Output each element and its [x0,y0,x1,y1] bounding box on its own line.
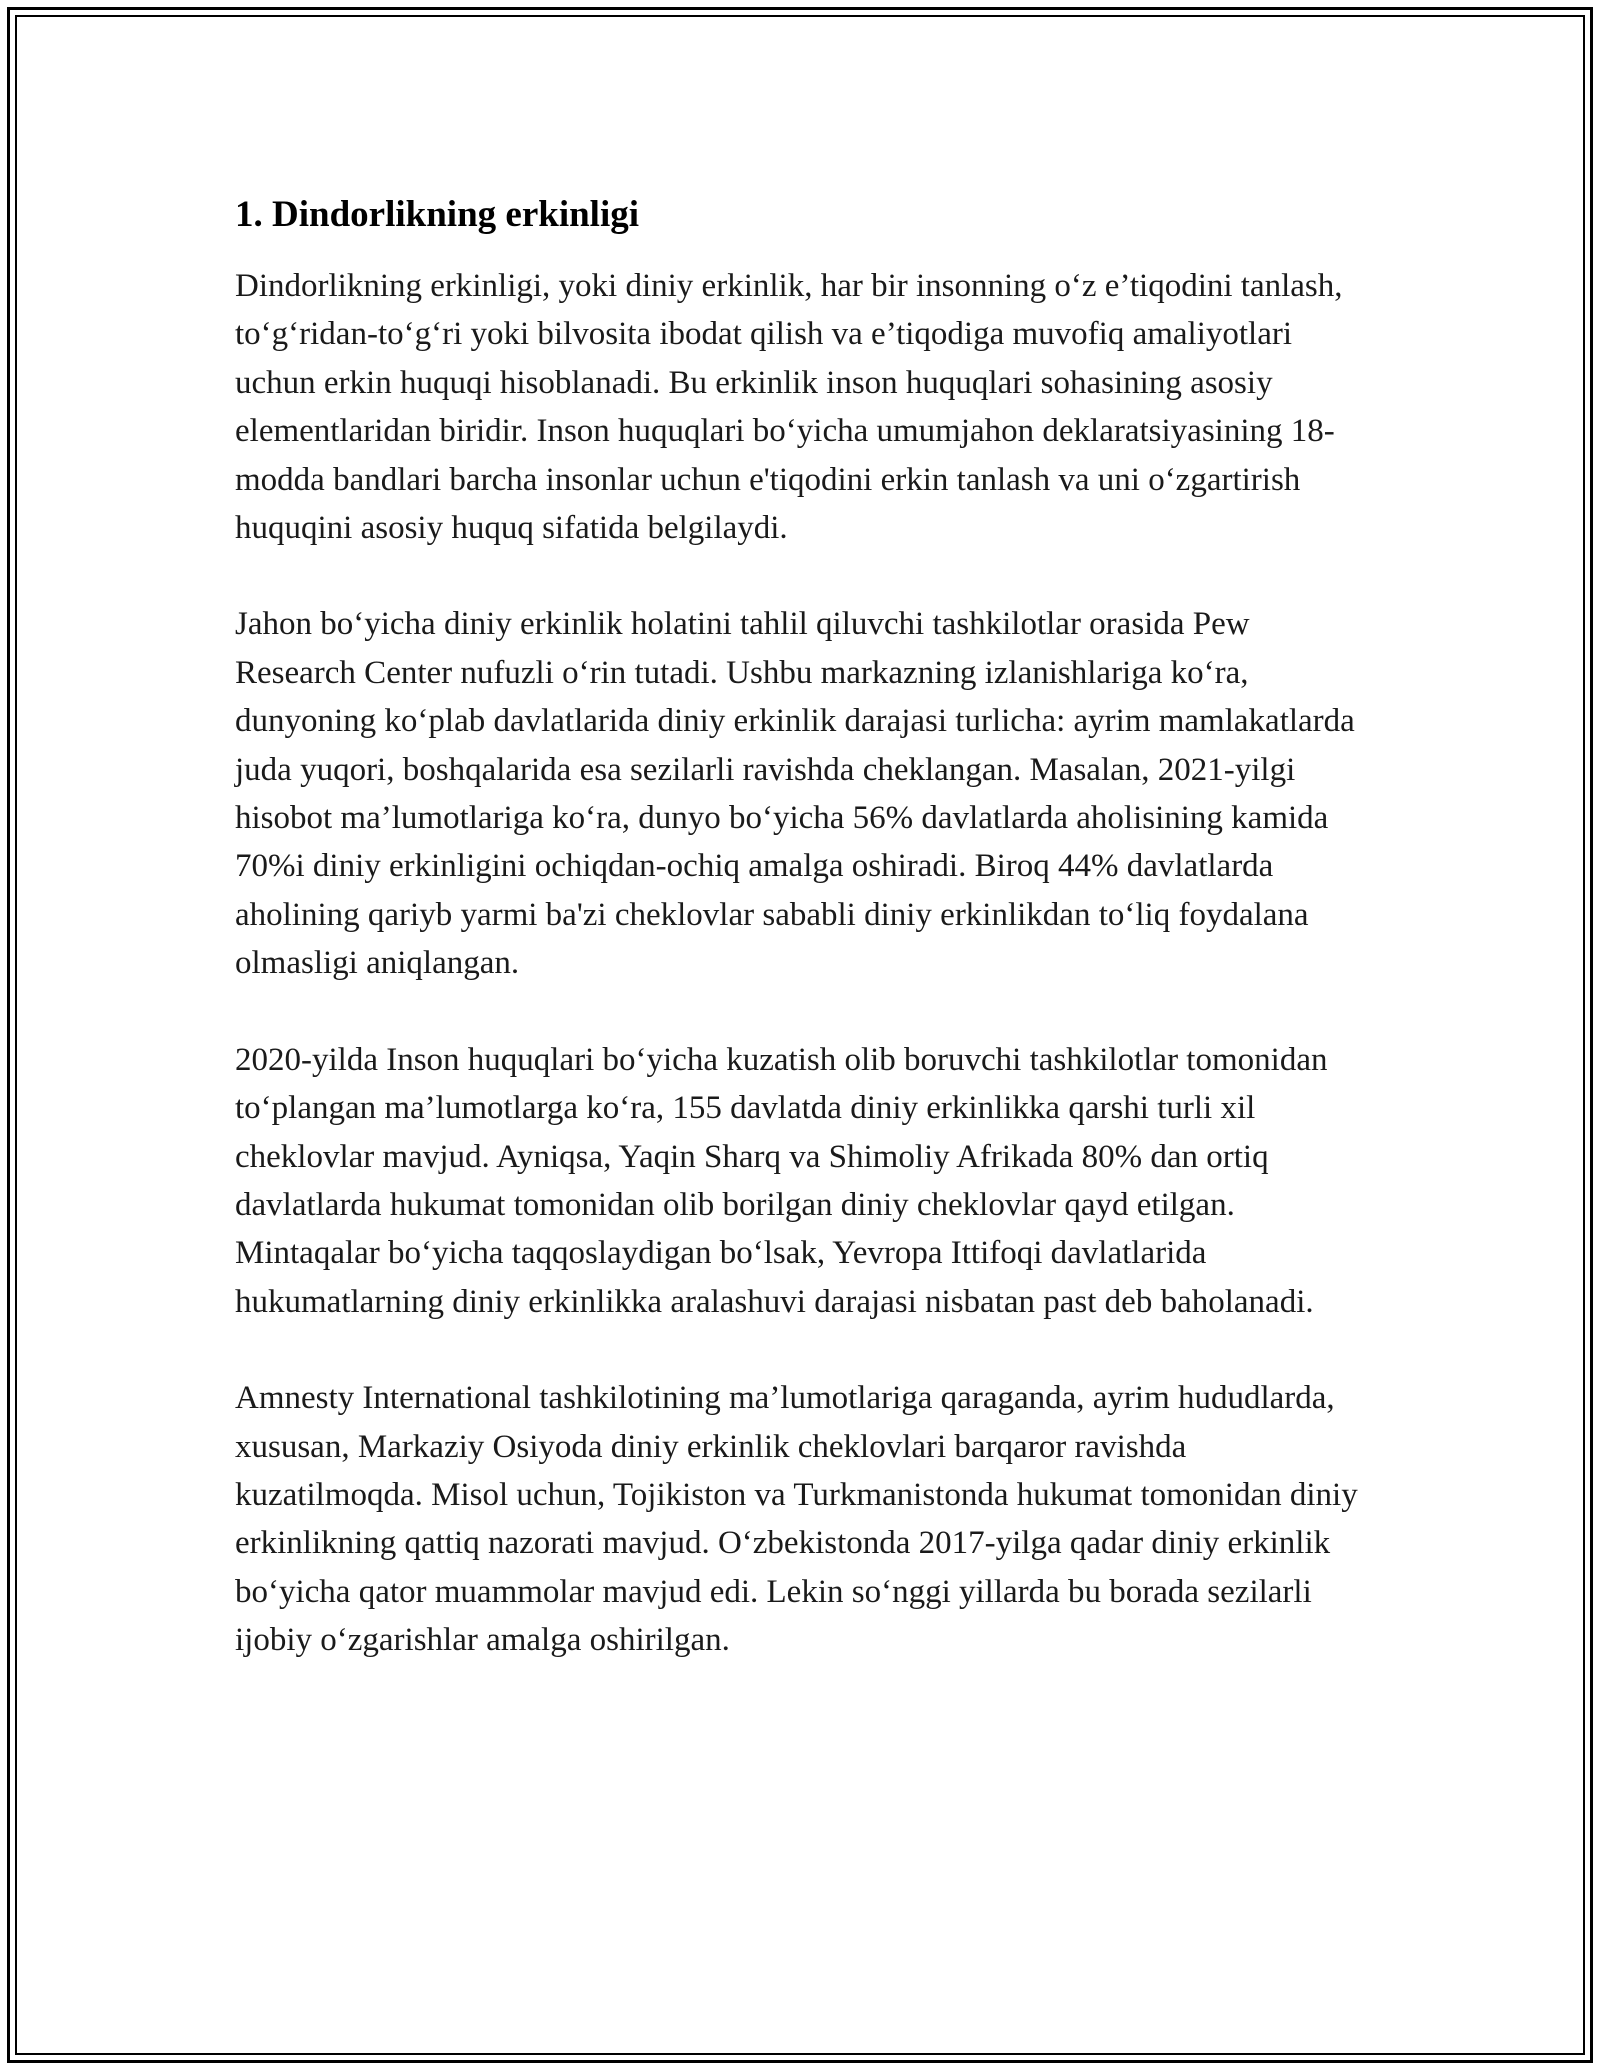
paragraph-3: 2020-yilda Inson huquqlari bo‘yicha kuzatish olib boruvchi tashkilotlar tomonidan to‘plangan ma’lumotlarga ko‘ra, 155 davlatda diniy erkinlikka qarshi turli xil cheklovlar mavjud. Ayniqsa, Yaqin Sharq va Shimoliy Afrikada 80% dan ortiq davlatlarda hukumat tomonidan olib borilgan diniy cheklovlar qayd etilgan. Mintaqalar bo‘yicha taqqoslaydigan bo‘lsak, Yevropa Ittifoqi davlatlarida hukumatlarning diniy erkinlikka aralashuvi darajasi nisbatan past deb baholanadi. [235,1041,1328,1320]
paragraph-2: Jahon bo‘yicha diniy erkinlik holatini tahlil qiluvchi tashkilotlar orasida Pew Research Center nufuzli o‘rin tutadi. Ushbu markazning izlanishlariga ko‘ra, dunyoning ko‘plab davlatlarida diniy erkinlik darajasi turlicha: ayrim mamlakatlarda juda yuqori, boshqalarida esa sezilarli ravishda cheklangan. Masalan, 2021-yilgi hisobot ma’lumotlariga ko‘ra, dunyo bo‘yicha 56% davlatlarda aholisining kamida 70%i diniy erkinligini ochiqdan-ochiq amalga oshiradi. Biroq 44% davlatlarda aholining qariyb yarmi ba'zi cheklovlar sababli diniy erkinlikdan to‘liq foydalana olmasligi aniqlangan. [235,606,1355,982]
paragraph-4: Amnesty International tashkilotining ma’lumotlariga qaraganda, ayrim hududlarda, xususan, Markaziy Osiyoda diniy erkinlik cheklovlari barqaror ravishda kuzatilmoqda. Misol uchun, Tojikiston va Turkmanistonda hukumat tomonidan diniy erkinlikning qattiq nazorati mavjud. O‘zbekistonda 2017-yilga qadar diniy erkinlik bo‘yicha qator muammolar mavjud edi. Lekin so‘nggi yillarda bu borada sezilarli ijobiy o‘zgarishlar amalga oshirilgan. [235,1380,1358,1659]
section-heading: 1. Dindorlikning erkinligi [235,194,640,235]
paragraph-1: Dindorlikning erkinligi, yoki diniy erkinlik, har bir insonning o‘z e’tiqodini tanlash, to‘g‘ridan-to‘g‘ri yoki bilvosita ibodat qilish va e’tiqodiga muvofiq amaliyotlari uchun erkin huquqi hisoblanadi. Bu erkinlik inson huquqlari sohasining asosiy elementlaridan biridir. Inson huquqlari bo‘yicha umumjahon deklaratsiyasining 18-modda bandlari barcha insonlar uchun e'tiqodini erkin tanlash va uni o‘zgartirish huquqini asosiy huquq sifatida belgilaydi. [235,268,1343,547]
document-body [235,188,1375,1713]
